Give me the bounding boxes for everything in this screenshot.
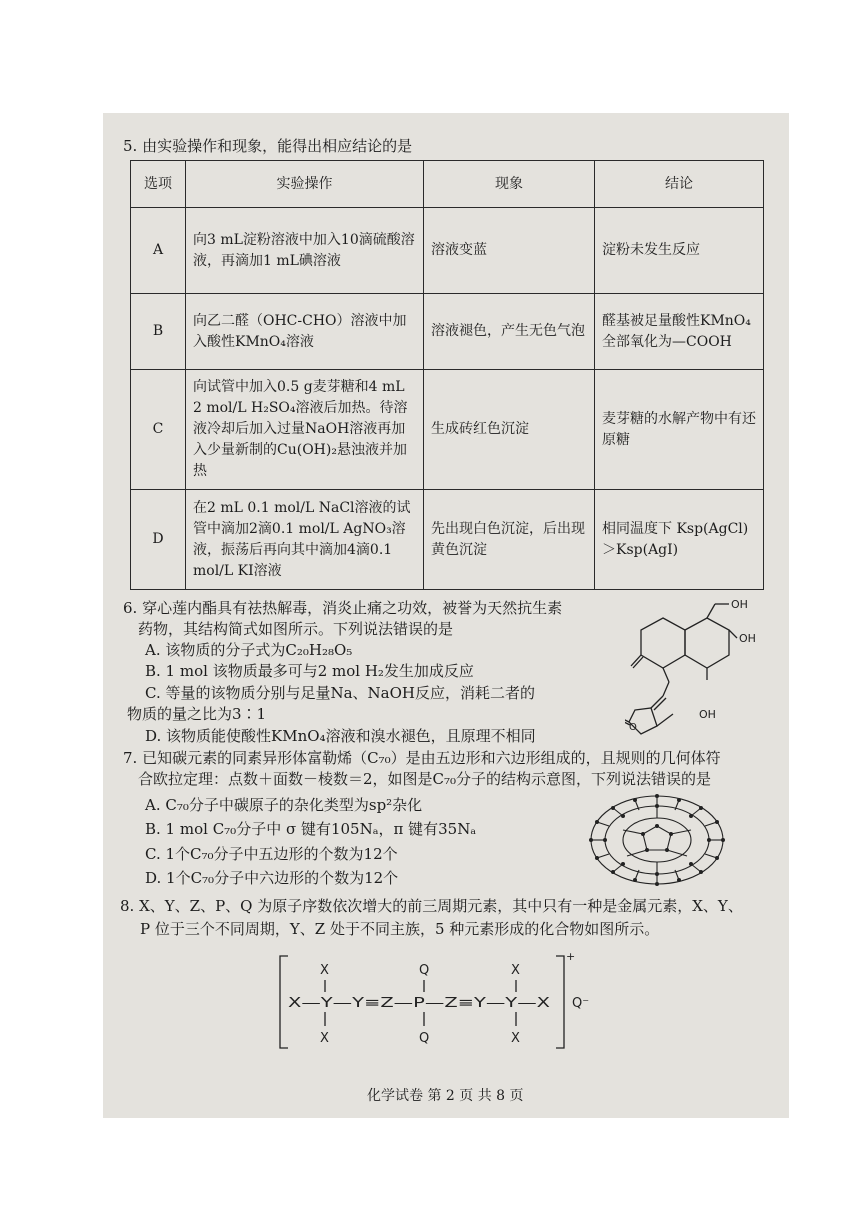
row-operation: 向乙二醛（OHC-CHO）溶液中加入酸性KMnO₄溶液 bbox=[186, 294, 424, 370]
formula-charge-plus: + bbox=[566, 950, 576, 963]
q5-table bbox=[130, 160, 764, 590]
row-conclusion: 相同温度下 Ksp(AgCl)＞Ksp(AgI) bbox=[595, 490, 764, 590]
q7-option-a: A. C₇₀分子中碳原子的杂化类型为sp²杂化 bbox=[145, 796, 423, 814]
header-operation: 实验操作 bbox=[186, 161, 424, 208]
row-phenomenon: 生成砖红色沉淀 bbox=[424, 370, 595, 490]
row-operation: 在2 mL 0.1 mol/L NaCl溶液的试管中滴加2滴0.1 mol/L AgNO₃溶液，振荡后再向其中滴加4滴0.1 mol/L KI溶液 bbox=[186, 490, 424, 590]
formula-q-bottom: Q bbox=[419, 1031, 430, 1046]
table-header-row bbox=[131, 161, 764, 208]
table-row bbox=[131, 490, 764, 590]
page-footer: 化学试卷 第 2 页 共 8 页 bbox=[367, 1088, 524, 1104]
q6-option-c-line1: C. 等量的该物质分别与足量Na、NaOH反应，消耗二者的 bbox=[145, 684, 535, 702]
q7-option-c: C. 1个C₇₀分子中五边形的个数为12个 bbox=[145, 845, 398, 863]
formula-x-top-right: X bbox=[511, 963, 520, 978]
struct-oh-2: OH bbox=[739, 632, 756, 645]
row-option: C bbox=[131, 370, 186, 490]
struct-o: O bbox=[629, 722, 637, 733]
formula-main-chain: X—Y—Y≡Z—P—Z≡Y—Y—X bbox=[288, 995, 550, 1011]
struct-oh-3: OH bbox=[699, 708, 716, 721]
row-operation: 向试管中加入0.5 g麦芽糖和4 mL 2 mol/L H₂SO₄溶液后加热。待溶液冷却后加入过量NaOH溶液再加入少量新制的Cu(OH)₂悬浊液并加热 bbox=[186, 370, 424, 490]
q6-stem-line1: 6. 穿心莲内酯具有祛热解毒，消炎止痛之功效，被誉为天然抗生素 bbox=[123, 599, 563, 617]
row-conclusion: 麦芽糖的水解产物中有还原糖 bbox=[595, 370, 764, 490]
row-option: B bbox=[131, 294, 186, 370]
andrographolide-structure bbox=[625, 598, 775, 740]
q6-option-c-line2: 物质的量之比为3∶1 bbox=[127, 705, 267, 723]
q5-title: 5. 由实验操作和现象，能得出相应结论的是 bbox=[123, 137, 413, 155]
formula-anion: Q⁻ bbox=[572, 996, 590, 1011]
row-operation: 向3 mL淀粉溶液中加入10滴硫酸溶液，再滴加1 mL碘溶液 bbox=[186, 208, 424, 294]
q8-stem-line1: 8. X、Y、Z、P、Q 为原子序数依次增大的前三周期元素，其中只有一种是金属元素，X、Y、 bbox=[120, 897, 743, 915]
header-phenomenon: 现象 bbox=[424, 161, 595, 208]
row-conclusion: 淀粉未发生反应 bbox=[595, 208, 764, 294]
formula-x-top-left: X bbox=[320, 963, 329, 978]
header-option: 选项 bbox=[131, 161, 186, 208]
q6-option-b: B. 1 mol 该物质最多可与2 mol H₂发生加成反应 bbox=[145, 662, 474, 680]
row-conclusion: 醛基被足量酸性KMnO₄全部氧化为—COOH bbox=[595, 294, 764, 370]
formula-x-bottom-left: X bbox=[320, 1031, 329, 1046]
q6-option-a: A. 该物质的分子式为C₂₀H₂₈O₅ bbox=[145, 641, 353, 659]
q8-stem-line2: P 位于三个不同周期，Y、Z 处于不同主族，5 种元素形成的化合物如图所示。 bbox=[140, 920, 660, 938]
row-phenomenon: 溶液褪色，产生无色气泡 bbox=[424, 294, 595, 370]
q7-option-d: D. 1个C₇₀分子中六边形的个数为12个 bbox=[145, 869, 399, 887]
row-phenomenon: 溶液变蓝 bbox=[424, 208, 595, 294]
formula-x-bottom-right: X bbox=[511, 1031, 520, 1046]
q7-stem-line1: 7. 已知碳元素的同素异形体富勒烯（C₇₀）是由五边形和六边形组成的，且规则的几何体符 bbox=[123, 749, 721, 767]
header-conclusion: 结论 bbox=[595, 161, 764, 208]
table-row bbox=[131, 208, 764, 294]
row-option: D bbox=[131, 490, 186, 590]
table-row bbox=[131, 294, 764, 370]
q8-compound-formula bbox=[276, 950, 596, 1054]
q7-stem-line2: 合欧拉定理：点数＋面数－棱数＝2，如图是C₇₀分子的结构示意图，下列说法错误的是 bbox=[138, 770, 712, 788]
row-phenomenon: 先出现白色沉淀，后出现黄色沉淀 bbox=[424, 490, 595, 590]
q6-option-d: D. 该物质能使酸性KMnO₄溶液和溴水褪色，且原理不相同 bbox=[145, 727, 536, 745]
c70-fullerene-image bbox=[583, 790, 731, 890]
q6-stem-line2: 药物，其结构简式如图所示。下列说法错误的是 bbox=[138, 620, 454, 638]
formula-q-top: Q bbox=[419, 963, 430, 978]
table-row bbox=[131, 370, 764, 490]
q7-option-b: B. 1 mol C₇₀分子中 σ 键有105Nₐ，π 键有35Nₐ bbox=[145, 820, 477, 838]
row-option: A bbox=[131, 208, 186, 294]
struct-oh-1: OH bbox=[731, 598, 748, 611]
